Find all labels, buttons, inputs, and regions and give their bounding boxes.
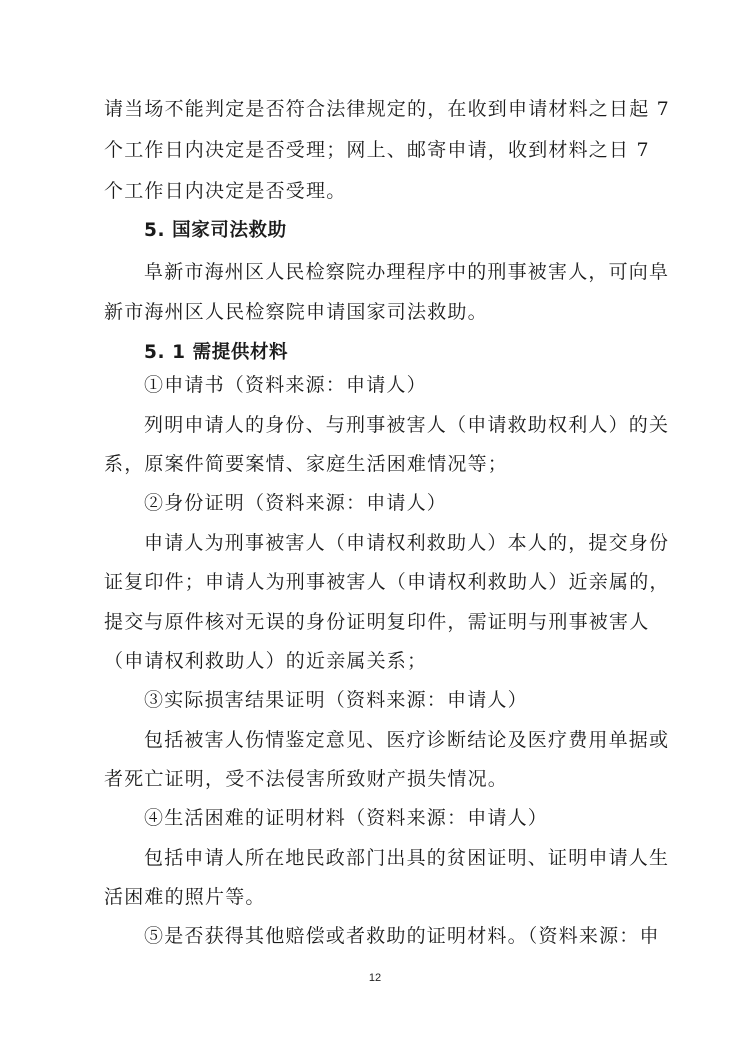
paragraph-line: （申请权利救助人）的近亲属关系； (104, 650, 428, 672)
paragraph-line: 者死亡证明，受不法侵害所致财产损失情况。 (104, 768, 509, 790)
paragraph-line: 列明申请人的身份、与刑事被害人（申请救助权利人）的关 (144, 414, 670, 436)
paragraph-line: 个工作日内决定是否受理；网上、邮寄申请，收到材料之日 7 (104, 139, 650, 161)
paragraph-line: 包括申请人所在地民政部门出具的贫困证明、证明申请人生 (144, 847, 670, 869)
item-title: ①申请书（资料来源：申请人） (144, 374, 427, 396)
paragraph-line: 申请人为刑事被害人（申请权利救助人）本人的，提交身份 (144, 532, 670, 554)
paragraph-line: 活困难的照片等。 (104, 886, 266, 908)
paragraph-line: 新市海州区人民检察院申请国家司法救助。 (104, 301, 488, 323)
paragraph-line: 请当场不能判定是否符合法律规定的，在收到申请材料之日起 7 (104, 98, 670, 120)
item-title: ⑤是否获得其他赔偿或者救助的证明材料。（资料来源：申 (144, 925, 660, 947)
section-heading: 5. 国家司法救助 (144, 220, 287, 241)
paragraph-line: 系，原案件简要案情、家庭生活困难情况等； (104, 453, 509, 475)
item-title: ②身份证明（资料来源：申请人） (144, 492, 448, 514)
item-title: ③实际损害结果证明（资料来源：申请人） (144, 689, 528, 711)
paragraph-line: 提交与原件核对无误的身份证明复印件，需证明与刑事被害人 (104, 611, 650, 633)
page-number: 12 (368, 972, 382, 984)
paragraph-line: 包括被害人伤情鉴定意见、医疗诊断结论及医疗费用单据或 (144, 729, 670, 751)
item-title: ④生活困难的证明材料（资料来源：申请人） (144, 807, 549, 829)
paragraph-line: 个工作日内决定是否受理。 (104, 180, 347, 202)
paragraph-line: 阜新市海州区人民检察院办理程序中的刑事被害人，可向阜 (144, 261, 670, 283)
paragraph-line: 证复印件；申请人为刑事被害人（申请权利救助人）近亲属的， (104, 571, 670, 593)
subsection-heading: 5. 1 需提供材料 (144, 342, 289, 363)
